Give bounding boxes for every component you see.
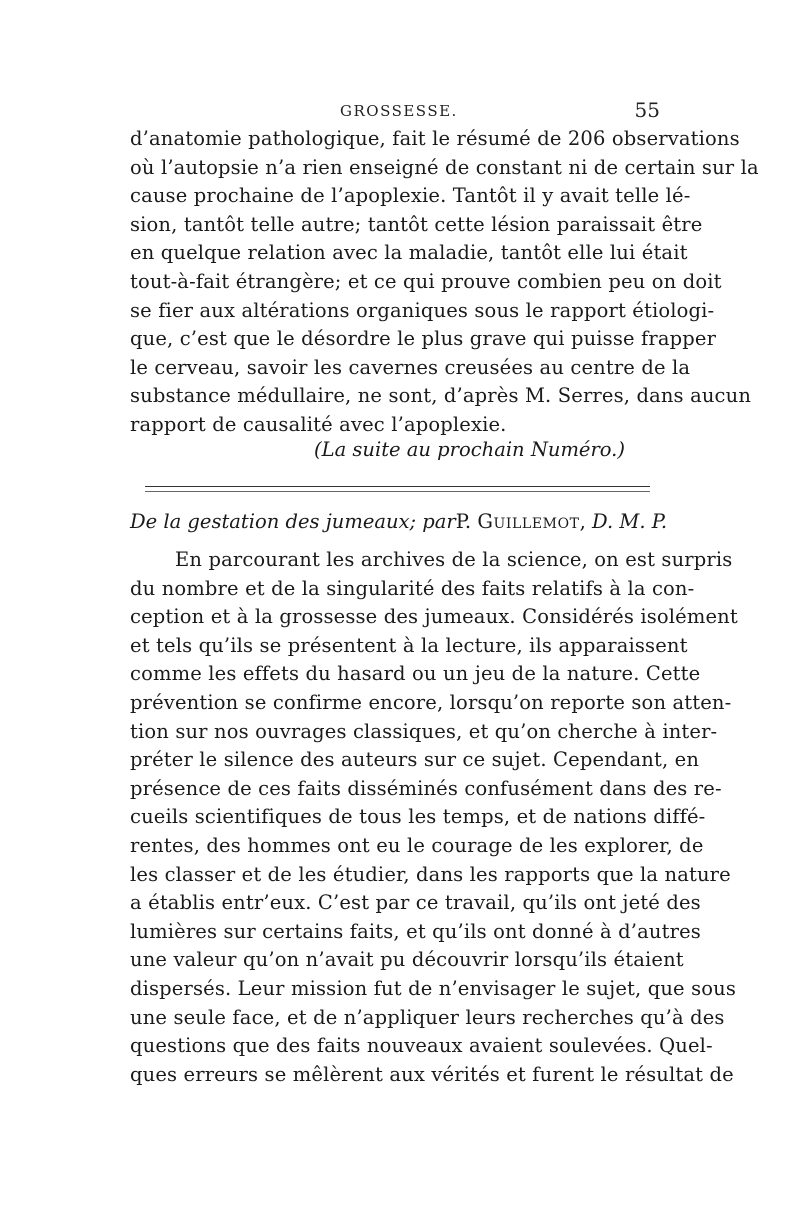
text-line: cueils scientifiques de tous les temps, et de nations diffé- [130,805,706,829]
text-line: une valeur qu’on n’avait pu découvrir lorsqu’ils étaient [130,948,684,972]
text-line: tion sur nos ouvrages classiques, et qu’on cherche à inter- [130,719,718,743]
author-prefix: P. [455,510,478,533]
page-number: 55 [634,98,660,122]
text-line: et tels qu’ils se présentent à la lecture, ils apparaissent [130,633,688,657]
text-line: rentes, des hommes ont eu le courage de les explorer, de [130,833,704,857]
text-line: sion, tantôt telle autre; tantôt cette lésion paraissait être [130,212,703,236]
section-divider-rule [145,486,650,487]
text-line: a établis entr’eux. C’est par ce travail, qu’ils ont jeté des [130,891,701,915]
article-body [130,546,738,1089]
text-line: En parcourant les archives de la science, on est surpris [175,548,733,571]
text-line: d’anatomie pathologique, fait le résumé de 206 observations [130,127,740,150]
text-line: le cerveau, savoir les cavernes creusées au centre de la [130,355,691,379]
article-title: De la gestation des jumeaux; par [130,510,456,533]
running-head [130,98,660,124]
text-line: se fier aux altérations organiques sous le rapport étiologi- [130,298,715,322]
text-line: une seule face, et de n’appliquer leurs recherches qu’à des [130,1005,725,1029]
text-line: lumières sur certains faits, et qu’ils ont donné à d’autres [130,919,701,943]
text-line: présence de ces faits disséminés confusément dans des re- [130,776,722,800]
text-line: où l’autopsie n’a rien enseigné de constant ni de certain sur la [130,155,759,179]
text-line: prévention se confirme encore, lorsqu’on reporte son atten- [130,690,732,714]
text-line: les classer et de les étudier, dans les rapports que la nature [130,862,731,886]
text-line: questions que des faits nouveaux avaient soulevées. Quel- [130,1034,713,1058]
article-heading [130,510,668,533]
section-divider-rule-thin [145,491,650,492]
text-line: du nombre et de la singularité des faits relatifs à la con- [130,576,695,600]
continuation-note [130,438,660,461]
text-line: tout-à-fait étrangère; et ce qui prouve combien peu on doit [130,269,722,293]
author-name: Guillemot [477,510,580,533]
text-line: dispersés. Leur mission fut de n’envisager le sujet, que sous [130,976,736,1000]
text-line: en quelque relation avec la maladie, tantôt elle lui était [130,241,688,265]
author-credentials: D. M. P. [592,510,668,533]
text-line: préter le silence des auteurs sur ce sujet. Cependant, en [130,748,700,772]
author-suffix: , [579,510,593,533]
text-line: ception et à la grossesse des jumeaux. Considérés isolément [130,605,738,629]
text-line: rapport de causalité avec l’apoplexie. [130,412,507,436]
text-line: cause prochaine de l’apoplexie. Tantôt il y avait telle lé- [130,184,691,208]
text-line: substance médullaire, ne sont, d’après M. Serres, dans aucun [130,384,752,408]
running-title: GROSSESSE. [340,102,458,120]
continued-paragraph [130,125,759,440]
text-line: ques erreurs se mêlèrent aux vérités et furent le résultat de [130,1062,734,1086]
text-line: que, c’est que le désordre le plus grave qui puisse frapper [130,327,717,351]
text-line: comme les effets du hasard ou un jeu de la nature. Cette [130,662,701,686]
continuation-note-text: (La suite au prochain Numéro.) [314,438,625,461]
